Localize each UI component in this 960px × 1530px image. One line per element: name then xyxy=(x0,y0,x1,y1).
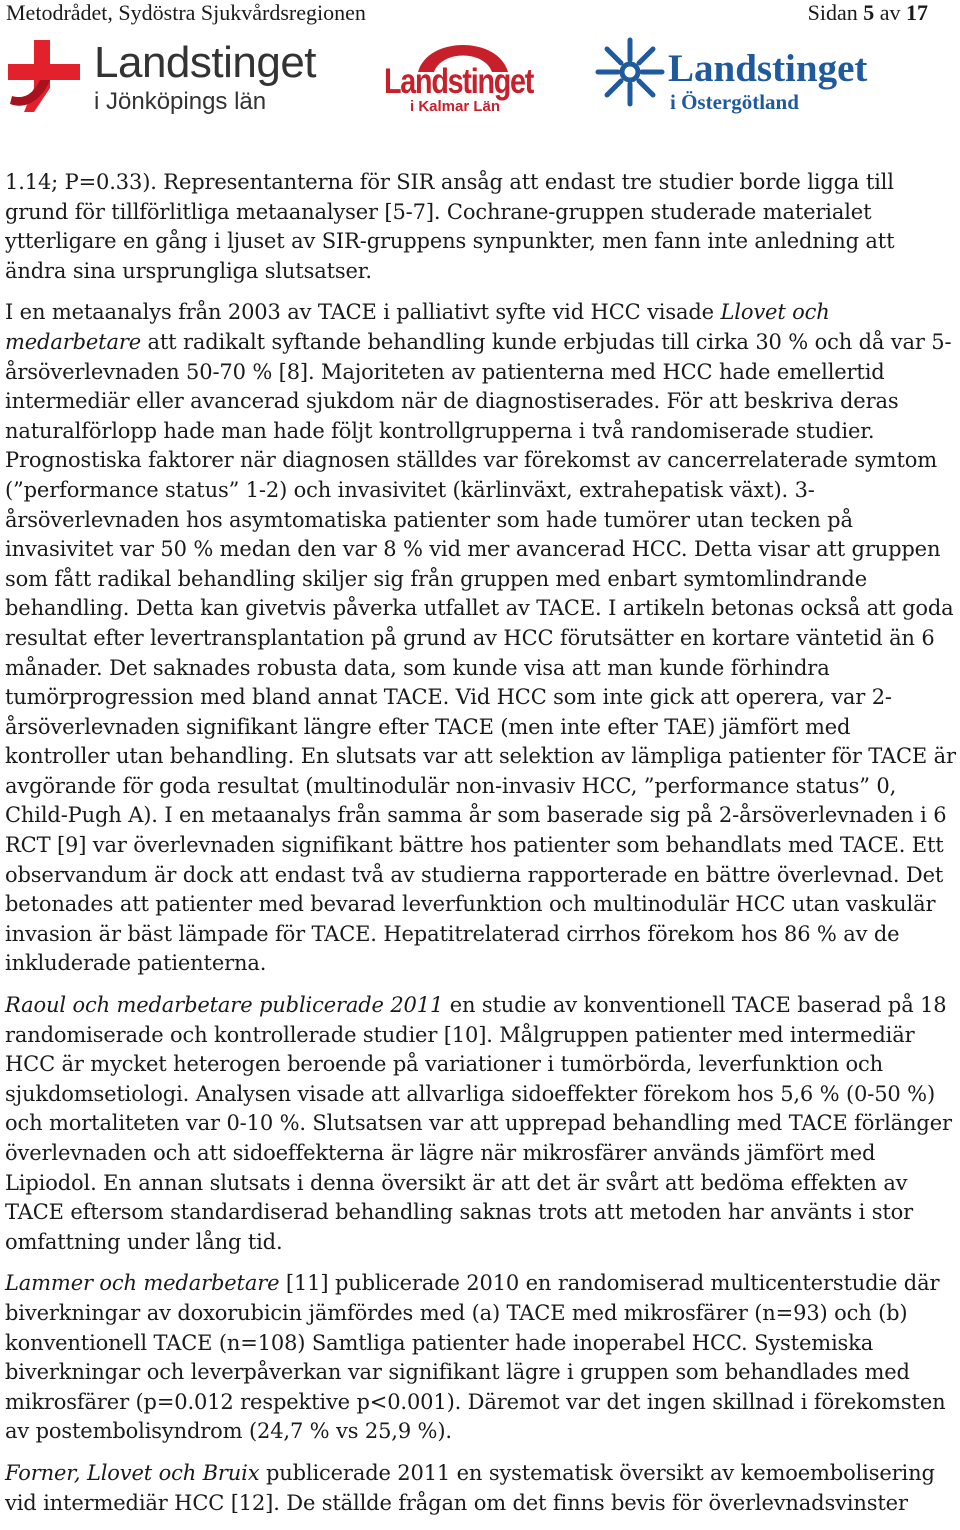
logo-jonkoping xyxy=(4,32,344,122)
logo-kalmar-sub: i Kalmar Län xyxy=(410,98,501,115)
page-header xyxy=(0,0,960,28)
snowflake-icon xyxy=(594,36,666,108)
paragraph-p4 xyxy=(5,1269,957,1447)
paragraph-p3 xyxy=(5,991,957,1257)
body-text: att radikalt syftande behandling kunde erbjudas till cirka 30 % och då var 5-årsöverlevnaden 50-70 % [8]. Majoriteten av patienterna med HCC hade emellertid intermediär eller avancerad sjukdom när de diagnostiserades. För att beskriva deras naturalförlopp hade man hade följt kontrollgrupperna i två randomiserade studier. Prognostiska faktorer när diagnosen ställdes var förekomst av cancerrelaterade symtom (”performance status” 1-2) och invasivitet (kärlinväxt, extrahepatisk växt). 3-årsöverlevnaden hos asymtomatiska patienter som hade tumörer utan tecken på invasivitet var 50 % medan den var 8 % vid mer avancerad HCC. Detta visar att gruppen som fått radikal behandling skiljer sig från gruppen med enbart symtomlindrande behandling. Detta kan givetvis påverka utfallet av TACE. I artikeln betonas också att goda resultat efter levertransplantation på grund av HCC förutsätter en kortare väntetid än 6 månader. Det saknades robusta data, som kunde visa att man kunde förhindra tumörprogression med bland annat TACE. Vid HCC som inte gick att operera, var 2-årsöverlevnaden signifikant längre efter TACE (men inte efter TAE) jämfört med kontroller utan behandling. En slutsats var att selektion av lämpliga patienter för TACE är avgörande för goda resultat (multinodulär non-invasiv HCC, ”performance status” 0, Child-Pugh A). I en metaanalys från samma år som baserade sig på 2-årsöverlevnaden i 6 RCT [9] var överlevnaden signifikant bättre hos patienter som behandlats med TACE. Ett observandum är dock att endast två av studierna rapporterade en bättre överlevnad. Det betonades att patienter med bevarad leverfunktion och multinodulär HCC utan vaskulär invasion är bäst lämpade för TACE. Hepatitrelaterad cirrhos förekom hos 86 % av de inkluderade patienterna. xyxy=(5,329,956,976)
italic-text: Forner, Llovet och Bruix xyxy=(5,1460,260,1485)
logo-ostergotland-sub: i Östergötland xyxy=(670,90,799,114)
logo-jonkoping-name: Landstinget xyxy=(94,38,317,87)
italic-text: Raoul och medarbetare publicerade 2011 xyxy=(5,993,444,1018)
logo-row xyxy=(0,32,960,122)
logo-ostergotland xyxy=(590,32,910,122)
logo-jonkoping-sub: i Jönköpings län xyxy=(94,88,267,115)
body-text: en studie av konventionell TACE baserad på 18 randomiserade och kontrollerade studier [10]. Målgruppen patienter med intermediär HCC är mycket heterogen beroende på variationer i tumörbörda, leverfunktion och sjukdomsetiologi. Analysen visade att allvarliga sidoeffekter förekom hos 5,6 % (0-50 %) och mortaliteten var 0-10 %. Slutsatsen var att upprepad behandling med TACE förlänger överlevnaden och att sidoeffekterna är lägre när mikrosfärer används jämfört med Lipiodol. En annan slutsats i denna översikt är att det är svårt att bedöma effekten av TACE eftersom standardiserad behandling saknas trots att metoden har använts i stor omfattning under lång tid. xyxy=(5,993,952,1254)
body-text: I en metaanalys från 2003 av TACE i palliativt syfte vid HCC visade xyxy=(5,300,721,325)
red-cross-ribbon-icon xyxy=(4,36,84,116)
paragraph-p2 xyxy=(5,298,957,979)
body-text: [11] publicerade 2010 en randomiserad multicenterstudie där biverkningar av doxorubicin jämfördes med (a) TACE med mikrosfärer (n=93) och (b) konventionell TACE (n=108) Samtliga patienter hade inoperabel HCC. Systemiska biverkningar och leverpåverkan var signifikant lägre i gruppen som behandlades med mikrosfärer (p=0.012 respektive p<0.001). Däremot var det ingen skillnad i förekomsten av postembolisyndrom (24,7 % vs 25,9 %). xyxy=(5,1271,946,1444)
document-body xyxy=(5,168,957,1530)
paragraph-p5 xyxy=(5,1459,957,1518)
body-text: 1.14; P=0.33). Representanterna för SIR ansåg att endast tre studier borde ligga till grund för tillförlitliga metaanalyser [5-7]. Cochrane-gruppen studerade materialet ytterligare en gång i ljuset av SIR-gruppens synpunkter, men fann inte anledning att ändra sina ursprungliga slutsatser. xyxy=(5,170,895,283)
italic-text: Llovet och medarbetare xyxy=(5,300,830,354)
logo-ostergotland-name: Landstinget xyxy=(668,47,868,90)
logo-kalmar-name: Landstinget xyxy=(384,62,534,101)
logo-kalmar xyxy=(380,32,545,122)
italic-text: Lammer och medarbetare xyxy=(5,1271,280,1296)
paragraph-p1 xyxy=(5,168,957,286)
header-org: Metodrådet, Sydöstra Sjukvårdsregionen xyxy=(6,0,366,25)
body-text: publicerade 2011 en systematisk översikt av kemoembolisering vid intermediär HCC [12]. De ställde frågan om det finns bevis för överlevnadsvinster xyxy=(5,1460,935,1515)
page-number: Sidan 5 av 17 xyxy=(807,0,928,25)
